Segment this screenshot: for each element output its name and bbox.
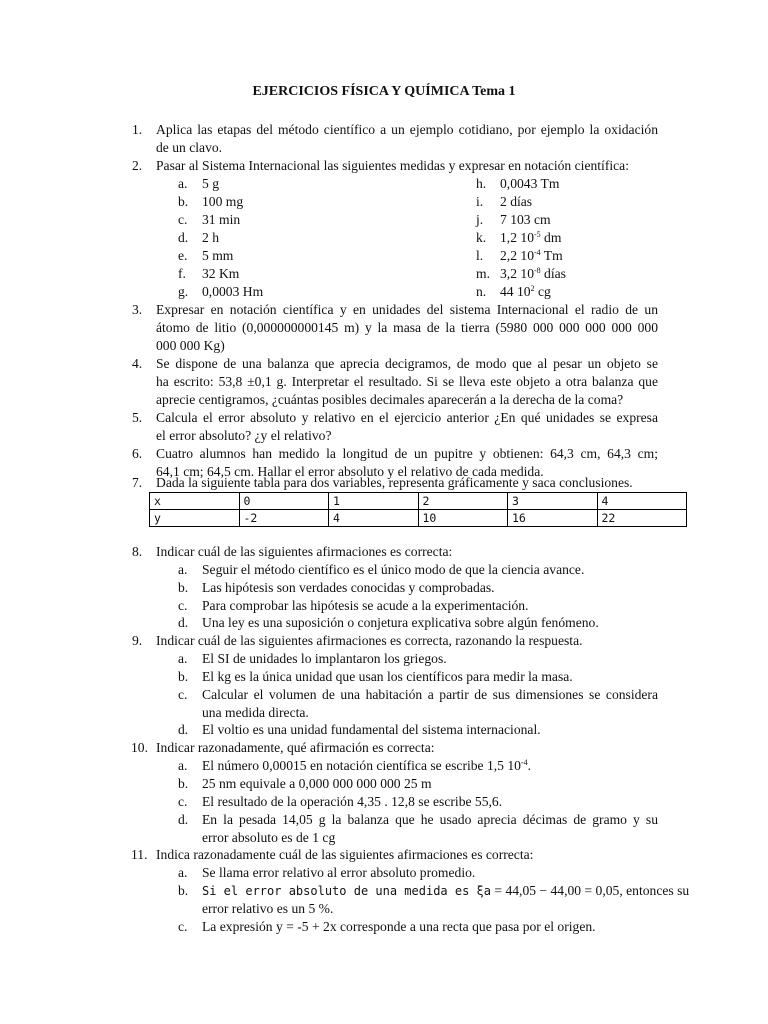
q4-line-1: Se dispone de una balanza que aprecia decigramos, de modo que al pesar un objeto se — [156, 356, 658, 371]
q3-line-3: 000 000 Kg) — [156, 338, 225, 353]
q8-option-c: Para comprobar las hipótesis se acude a la experimentación. — [202, 598, 529, 613]
q1-line-1: Aplica las etapas del método científico a un ejemplo cotidiano, por ejemplo la oxidación — [156, 122, 658, 137]
q6-number: 6. — [132, 446, 143, 461]
q10-option-b: 25 nm equivale a 0,000 000 000 000 25 m — [202, 776, 432, 791]
q2-item-label: l. — [476, 248, 484, 263]
table-cell: 2 — [418, 493, 508, 510]
q6-line-1: Cuatro alumnos han medido la longitud de un pupitre y obtienen: 64,3 cm, 64,3 cm; — [156, 446, 658, 461]
option-label: a. — [178, 865, 188, 880]
q2-item-value: 0,0003 Hm — [202, 284, 264, 299]
q2-item-value: 5 g — [202, 176, 219, 191]
q2-item-value: 0,0043 Tm — [500, 176, 560, 191]
q1-number: 1. — [132, 122, 143, 137]
table-row — [150, 493, 687, 510]
q11-option-b-line-2: error relativo es un 5 %. — [202, 901, 334, 916]
option-label: b. — [178, 580, 189, 595]
q10-option-a: El número 0,00015 en notación científica se escribe 1,5 $10^{-4}$. — [202, 758, 532, 773]
q4-line-2: ha escrito: 53,8 ±0,1 g. Interpretar el resultado. Si se lleva este objeto a otra balanza que — [156, 374, 658, 389]
q11-number: 11. — [131, 847, 148, 862]
q2-item-value: 32 Km — [202, 266, 240, 281]
q2-item-label: g. — [178, 284, 189, 299]
option-label: a. — [178, 651, 188, 666]
q5-number: 5. — [132, 410, 143, 425]
q9-option-c-line-2: una medida directa. — [202, 705, 309, 720]
option-label: b. — [178, 883, 189, 898]
q2-item-label: m. — [476, 266, 490, 281]
option-label: d. — [178, 722, 189, 737]
q2-item-label: b. — [178, 194, 189, 209]
table-cell: -2 — [239, 510, 329, 527]
q4-line-3: aprecie centigramos, ¿cuántas posibles decimales aparecerán a la derecha de la coma? — [156, 392, 624, 407]
q3-line-2: átomo de litio (0,000000000145 m) y la masa de la tierra (5980 000 000 000 000 000 — [156, 320, 658, 335]
q2-item-value: 2 días — [500, 194, 533, 209]
q2-item-label: i. — [476, 194, 484, 209]
q9-option-d: El voltio es una unidad fundamental del sistema internacional. — [202, 722, 541, 737]
data-table — [149, 492, 687, 527]
q11-option-c: La expresión y = -5 + 2x corresponde a una recta que pasa por el origen. — [202, 919, 596, 934]
q9-option-c-line-1: Calcular el volumen de una habitación a partir de sus dimensiones se considera — [202, 687, 658, 702]
q2-item-label: c. — [178, 212, 188, 227]
q2-item-value: 3,2 $10^{-8}$ días — [500, 266, 566, 281]
q11-option-b-line-1: Si el error absoluto de una medida es ξa = 44,05 − 44,00 = 0,05, entonces su — [202, 883, 690, 898]
document-title: EJERCICIOS FÍSICA Y QUÍMICA Tema 1 — [252, 84, 516, 99]
q2-item-value: 31 min — [202, 212, 241, 227]
q2-item-value: 44 $10^2$ cg — [500, 284, 551, 299]
q2-item-value: 100 mg — [202, 194, 244, 209]
q7-text: Dada la siguiente tabla para dos variables, representa gráficamente y saca conclusiones. — [156, 475, 633, 490]
option-label: c. — [178, 687, 188, 702]
option-label: a. — [178, 562, 188, 577]
q7-number: 7. — [132, 475, 143, 490]
q9-text: Indicar cuál de las siguientes afirmaciones es correcta, razonando la respuesta. — [156, 633, 583, 648]
q10-number: 10. — [131, 740, 148, 755]
q2-item-label: j. — [476, 212, 484, 227]
q8-option-d: Una ley es una suposición o conjetura explicativa sobre algún fenómeno. — [202, 615, 599, 630]
q10-option-d-line-2: error absoluto es de 1 cg — [202, 830, 336, 845]
q5-line-1: Calcula el error absoluto y relativo en el ejercicio anterior ¿En qué unidades se expresa — [156, 410, 658, 425]
option-label: d. — [178, 812, 189, 827]
q8-text: Indicar cuál de las siguientes afirmaciones es correcta: — [156, 544, 453, 559]
table-cell: 3 — [508, 493, 598, 510]
table-cell: 4 — [597, 493, 687, 510]
q2-item-value: 7 103 cm — [500, 212, 551, 227]
q2-item-value: 2 h — [202, 230, 219, 245]
q3-number: 3. — [132, 302, 143, 317]
q4-number: 4. — [132, 356, 143, 371]
q8-number: 8. — [132, 544, 143, 559]
q8-option-a: Seguir el método científico es el único modo de que la ciencia avance. — [202, 562, 585, 577]
q2-number: 2. — [132, 158, 143, 173]
q1-line-2: de un clavo. — [156, 140, 223, 155]
q2-item-value: 1,2 $10^{-5}$ dm — [500, 230, 562, 245]
table-row — [150, 510, 687, 527]
option-label: c. — [178, 794, 188, 809]
option-label: a. — [178, 758, 188, 773]
q8-option-b: Las hipótesis son verdades conocidas y comprobadas. — [202, 580, 495, 595]
table-cell: 0 — [239, 493, 329, 510]
q5-line-2: el error absoluto? ¿y el relativo? — [156, 428, 332, 443]
q10-option-d-line-1: En la pesada 14,05 g la balanza que he usado aprecia décimas de gramo y su — [202, 812, 658, 827]
q2-item-value: 2,2 $10^{-4}$ Tm — [500, 248, 563, 263]
q6-line-2: 64,1 cm; 64,5 cm. Hallar el error absoluto y el relativo de cada medida. — [156, 464, 544, 479]
q2-item-label: e. — [178, 248, 188, 263]
option-label: b. — [178, 776, 189, 791]
table-cell: 4 — [329, 510, 419, 527]
table-cell: 16 — [508, 510, 598, 527]
q9-option-a: El SI de unidades lo implantaron los griegos. — [202, 651, 447, 666]
option-label: c. — [178, 919, 188, 934]
option-label: c. — [178, 598, 188, 613]
q2-item-label: k. — [476, 230, 487, 245]
table-cell: 1 — [329, 493, 419, 510]
option-label: d. — [178, 615, 189, 630]
q10-option-c: El resultado de la operación 4,35 . 12,8 se escribe 55,6. — [202, 794, 503, 809]
option-label: b. — [178, 669, 189, 684]
q11-option-a: Se llama error relativo al error absoluto promedio. — [202, 865, 476, 880]
q2-item-label: a. — [178, 176, 188, 191]
table-cell: y — [150, 510, 240, 527]
q2-item-label: h. — [476, 176, 487, 191]
q11-text: Indica razonadamente cuál de las siguientes afirmaciones es correcta: — [156, 847, 534, 862]
q9-number: 9. — [132, 633, 143, 648]
q2-item-label: d. — [178, 230, 189, 245]
table-cell: 10 — [418, 510, 508, 527]
q2-item-value: 5 mm — [202, 248, 234, 263]
q9-option-b: El kg es la única unidad que usan los científicos para medir la masa. — [202, 669, 573, 684]
q2-item-label: n. — [476, 284, 487, 299]
q2-text: Pasar al Sistema Internacional las siguientes medidas y expresar en notación científica: — [156, 158, 629, 173]
q10-text: Indicar razonadamente, qué afirmación es correcta: — [156, 740, 435, 755]
table-cell: 22 — [597, 510, 687, 527]
q2-item-label: f. — [178, 266, 186, 281]
table-cell: x — [150, 493, 240, 510]
q3-line-1: Expresar en notación científica y en unidades del sistema Internacional el radio de un — [156, 302, 658, 317]
